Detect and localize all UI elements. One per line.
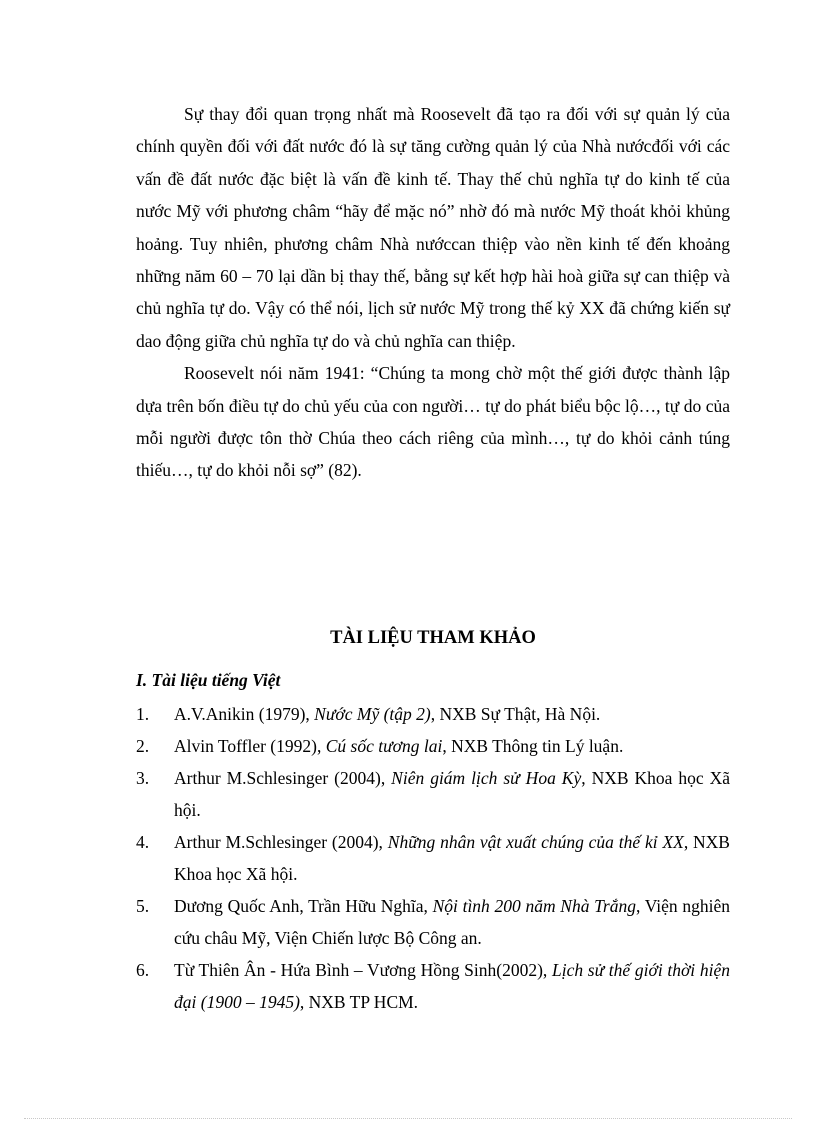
reference-title: Những nhân vật xuất chúng của thế kỉ XX bbox=[387, 832, 684, 852]
references-section-title: I. Tài liệu tiếng Việt bbox=[136, 670, 281, 690]
reference-number: 2. bbox=[136, 736, 150, 756]
reference-title: Niên giám lịch sử Hoa Kỳ bbox=[391, 768, 582, 788]
body-paragraph-1: Sự thay đổi quan trọng nhất mà Roosevelt đã tạo ra đối với sự quản lý của chính quyền đối với đất nước đó là sự tăng cường quản lý của Nhà nướcđối với các vấn đề đất nước đặc biệt là vấn đề kinh tế. Thay thế chủ nghĩa tự do kinh tế của nước Mỹ với phương châm “hãy để mặc nó” nhờ đó mà nước Mỹ thoát khỏi khủng hoảng. Tuy nhiên, phương châm Nhà nướccan thiệp vào nền kinh tế đến khoảng những năm 60 – 70 lại dần bị thay thế, bằng sự kết hợp hài hoà giữa sự can thiệp và chủ nghĩa tự do. Vậy có thể nói, lịch sử nước Mỹ trong thế kỷ XX đã chứng kiến sự dao động giữa chủ nghĩa tự do và chủ nghĩa can thiệp. bbox=[136, 104, 730, 351]
reference-publisher: , NXB Khoa học Xã hội. bbox=[174, 832, 730, 884]
reference-item-1 bbox=[136, 698, 730, 730]
reference-publisher: , NXB Khoa học Xã hội. bbox=[174, 768, 730, 820]
reference-number: 5. bbox=[136, 896, 150, 916]
reference-text bbox=[174, 832, 730, 884]
reference-title: Lịch sử thế giới thời hiện đại (1900 – 1945) bbox=[174, 960, 730, 1012]
reference-author: Alvin Toffler (1992), bbox=[174, 736, 326, 756]
reference-item-2 bbox=[136, 730, 730, 762]
reference-title: Nội tình 200 năm Nhà Trắng bbox=[432, 896, 636, 916]
reference-number: 4. bbox=[136, 832, 150, 852]
reference-author: A.V.Anikin (1979), bbox=[174, 704, 315, 724]
page-bottom-divider bbox=[24, 1118, 792, 1119]
reference-list bbox=[136, 698, 730, 1018]
body-paragraph-2: Roosevelt nói năm 1941: “Chúng ta mong chờ một thế giới được thành lập dựa trên bốn điều tự do chủ yếu của con người… tự do phát biểu bộc lộ…, tự do của mỗi người được tôn thờ Chúa theo cách riêng của mình…, tự do khỏi cảnh túng thiếu…, tự do khỏi nỗi sợ” (82). bbox=[136, 363, 730, 481]
reference-publisher: , Viện nghiên cứu châu Mỹ, Viện Chiến lược Bộ Công an. bbox=[174, 896, 731, 948]
reference-text bbox=[174, 960, 730, 1012]
reference-title: Cú sốc tương lai bbox=[325, 736, 443, 756]
reference-text bbox=[174, 768, 730, 820]
references-heading: TÀI LIỆU THAM KHẢO bbox=[330, 628, 536, 648]
reference-item-3 bbox=[136, 762, 730, 826]
reference-number: 3. bbox=[136, 768, 150, 788]
reference-text bbox=[174, 704, 600, 724]
reference-author: Arthur M.Schlesinger (2004), bbox=[174, 768, 392, 788]
reference-text bbox=[174, 896, 730, 948]
reference-item-4 bbox=[136, 826, 730, 890]
page-content bbox=[136, 98, 731, 1012]
reference-author: Arthur M.Schlesinger (2004), bbox=[174, 832, 388, 852]
reference-author: Từ Thiên Ân - Hứa Bình – Vương Hồng Sinh(2002), bbox=[174, 960, 552, 980]
reference-publisher: , NXB TP HCM. bbox=[299, 992, 419, 1012]
reference-publisher: , NXB Sự Thật, Hà Nội. bbox=[430, 704, 601, 724]
reference-publisher: , NXB Thông tin Lý luận. bbox=[442, 736, 624, 756]
reference-number: 1. bbox=[136, 704, 150, 724]
reference-text bbox=[174, 736, 623, 756]
reference-number: 6. bbox=[136, 960, 150, 980]
reference-title: Nước Mỹ (tập 2) bbox=[314, 704, 431, 724]
reference-item-5 bbox=[136, 890, 730, 954]
reference-item-6 bbox=[136, 954, 730, 1018]
reference-author: Dương Quốc Anh, Trần Hữu Nghĩa, bbox=[174, 896, 433, 916]
